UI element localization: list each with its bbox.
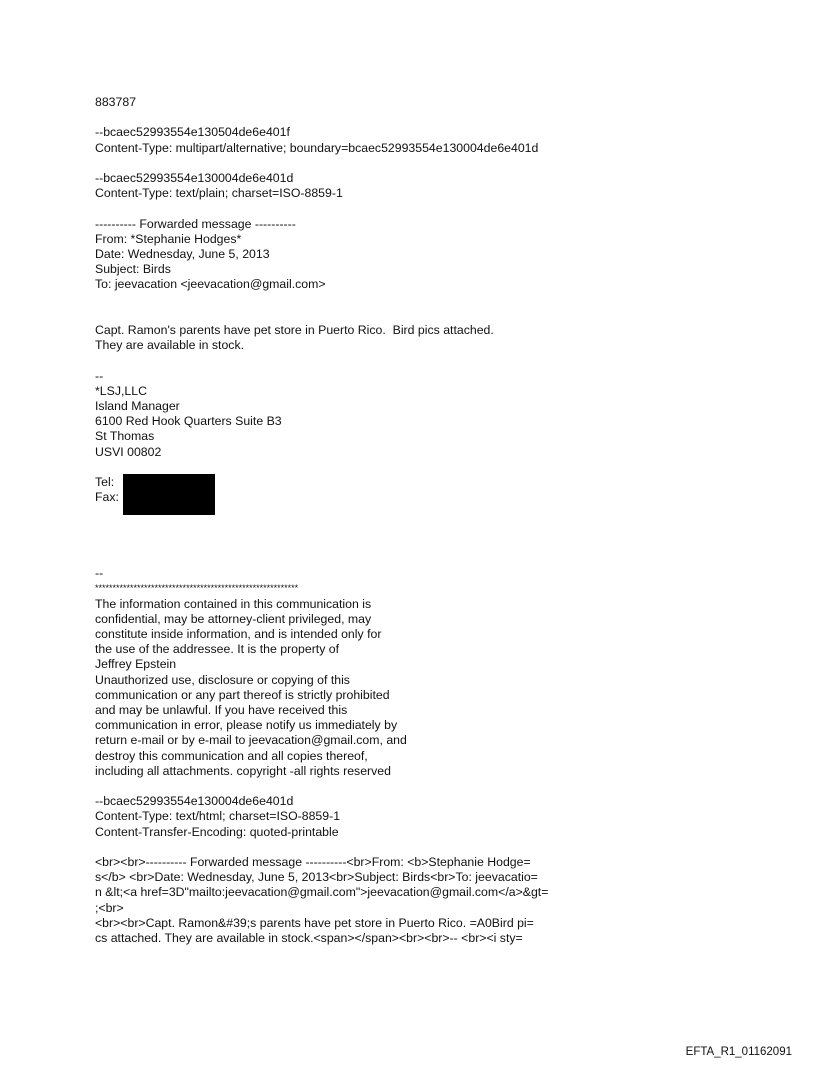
forward-subject: Subject: Birds [95, 262, 171, 277]
forward-from: From: *Stephanie Hodges* [95, 231, 242, 246]
signature-address: USVI 00802 [95, 444, 162, 459]
disclaimer-text [95, 597, 795, 779]
disclaimer-separator: -- [95, 566, 104, 581]
body-line: They are available in stock. [95, 338, 245, 353]
mime-boundary: --bcaec52993554e130004de6e401d [95, 170, 294, 185]
html-line: cs attached. They are available in stock.<span></span><br><br>-- <br><i sty= [95, 931, 523, 946]
signature-company: *LSJ,LLC [95, 383, 147, 398]
bates-number: EFTA_R1_01162091 [685, 1046, 792, 1058]
signature-tel: Tel: [95, 474, 115, 489]
forward-header: ---------- Forwarded message ---------- [95, 216, 296, 231]
disclaimer-line: the use of the addressee. It is the property of [95, 642, 340, 657]
disclaimer-line: return e-mail or by e-mail to jeevacation@gmail.com, and [95, 733, 407, 748]
mime-encoding: Content-Transfer-Encoding: quoted-printable [95, 824, 339, 839]
body-line: Capt. Ramon's parents have pet store in Puerto Rico. Bird pics attached. [95, 322, 494, 337]
html-line: n &lt;<a href=3D"mailto:jeevacation@gmail.com">jeevacation@gmail.com</a>&gt= [95, 885, 549, 900]
html-line: s</b> <br>Date: Wednesday, June 5, 2013<br>Subject: Birds<br>To: jeevacatio= [95, 870, 538, 885]
disclaimer-line: communication or any part thereof is strictly prohibited [95, 687, 390, 702]
disclaimer-line: communication in error, please notify us immediately by [95, 718, 398, 733]
disclaimer-line: Jeffrey Epstein [95, 657, 177, 672]
disclaimer-line: constitute inside information, and is intended only for [95, 627, 382, 641]
mime-boundary: --bcaec52993554e130504de6e401f [95, 125, 290, 140]
forward-date: Date: Wednesday, June 5, 2013 [95, 246, 270, 261]
disclaimer-line: confidential, may be attorney-client privileged, may [95, 611, 372, 626]
mime-content-type: Content-Type: text/plain; charset=ISO-8859-1 [95, 186, 343, 201]
html-line: ;<br> [95, 900, 124, 915]
mime-content-type: Content-Type: multipart/alternative; boundary=bcaec52993554e130004de6e401d [95, 140, 539, 155]
signature-fax: Fax: [95, 490, 119, 505]
signature-address: 6100 Red Hook Quarters Suite B3 [95, 414, 282, 429]
disclaimer-line: The information contained in this communication is [95, 596, 372, 611]
disclaimer-line: destroy this communication and all copies thereof, [95, 748, 368, 763]
forward-to: To: jeevacation <jeevacation@gmail.com> [95, 277, 326, 292]
signature-title: Island Manager [95, 398, 180, 413]
mime-boundary: --bcaec52993554e130004de6e401d [95, 794, 294, 809]
mime-content-type: Content-Type: text/html; charset=ISO-8859-1 [95, 809, 341, 824]
document-page [95, 95, 795, 946]
html-part [95, 855, 795, 946]
contact-block [95, 475, 795, 505]
disclaimer-line: including all attachments. copyright -all rights reserved [95, 763, 391, 778]
signature-address: St Thomas [95, 429, 155, 444]
disclaimer-line: Unauthorized use, disclosure or copying of this [95, 672, 350, 687]
html-line: <br><br>Capt. Ramon&#39;s parents have pet store in Puerto Rico. =A0Bird pi= [95, 915, 534, 930]
disclaimer-line: and may be unlawful. If you have received this [95, 703, 348, 718]
html-line: <br><br>---------- Forwarded message ----------<br>From: <b>Stephanie Hodge= [95, 855, 531, 870]
redaction-box [123, 474, 215, 515]
disclaimer-stars: ********************************************************** [95, 583, 299, 594]
doc-id: 883787 [95, 95, 137, 109]
signature-separator: -- [95, 368, 104, 383]
